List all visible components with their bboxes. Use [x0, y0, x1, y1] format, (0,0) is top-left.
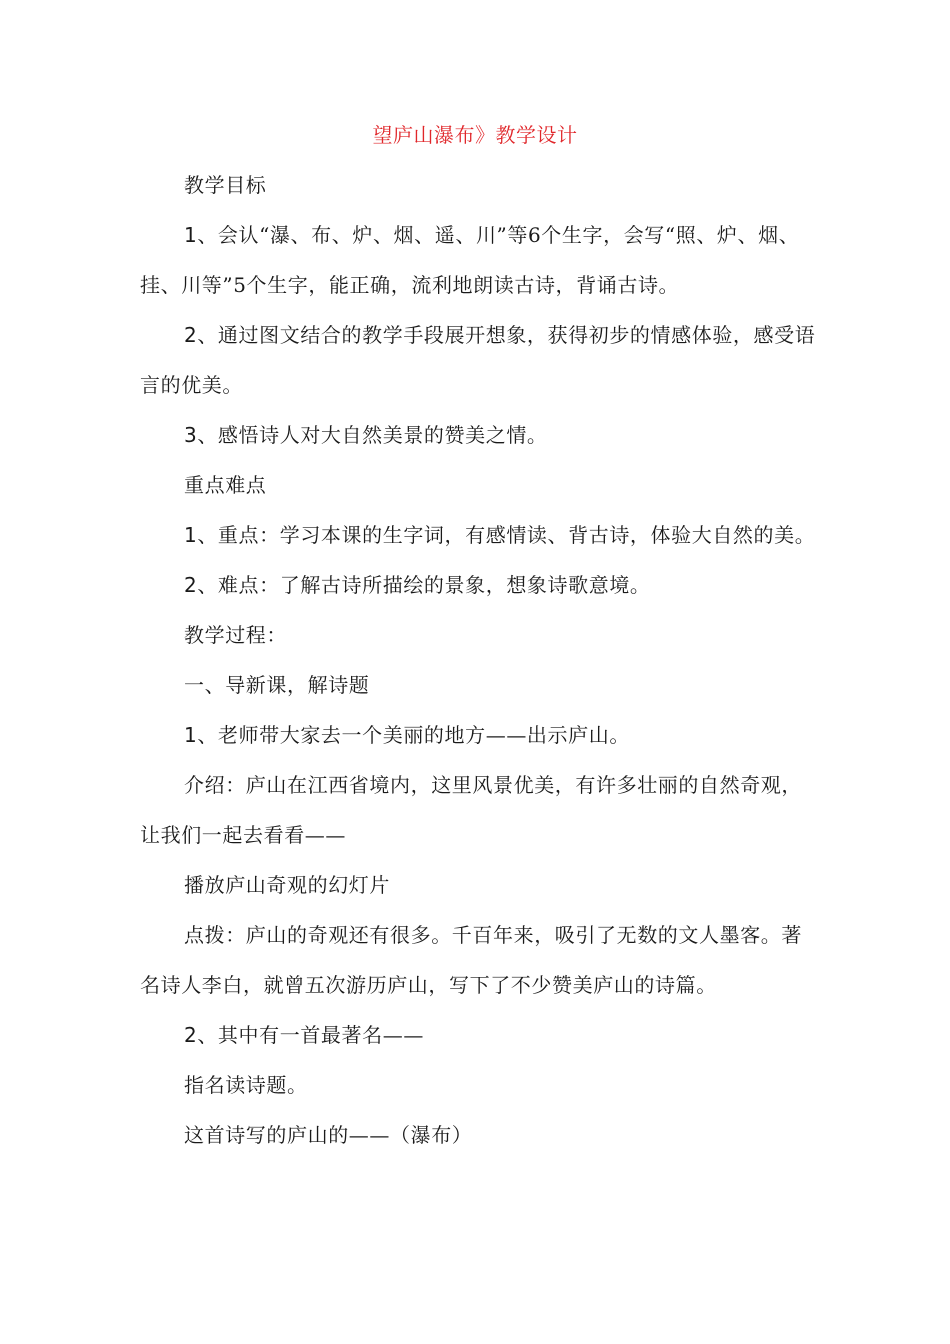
paragraph: [140, 510, 820, 560]
paragraph-number: 2: [184, 573, 198, 597]
paragraph: [140, 760, 820, 860]
paragraph: [140, 1110, 820, 1160]
paragraph: [140, 310, 820, 410]
paragraph: [140, 1060, 820, 1110]
paragraph: [140, 660, 820, 710]
paragraph-text: 一、导新课，解诗题: [184, 673, 370, 697]
paragraph-number: 2: [184, 1023, 198, 1047]
paragraph-text: 重点难点: [184, 473, 267, 497]
paragraph-text: 、老师带大家去一个美丽的地方——出示庐山。: [197, 723, 630, 747]
paragraph-text: 播放庐山奇观的幻灯片: [184, 873, 390, 897]
paragraph-text: 点拨：庐山的奇观还有很多。千百年来，吸引了无数的文人墨客。著名诗人李白，就曾五次游历庐山，写下了不少赞美庐山的诗篇。: [140, 923, 802, 997]
paragraph-text: 、其中有一首最著名——: [197, 1023, 424, 1047]
paragraph-number: 2: [184, 323, 198, 347]
paragraph-text: 、重点：学习本课的生字词，有感情读、背古诗，体验大自然的美。: [197, 523, 816, 547]
paragraph: [140, 210, 820, 310]
paragraph-number: 1: [184, 523, 198, 547]
paragraph-number: 1: [184, 723, 198, 747]
paragraph-text: 、会认“瀑、布、炉、烟、遥、川”等6个生字，会写“照、炉、烟、挂、川等”5个生字，能正确，流利地朗读古诗，背诵古诗。: [140, 223, 800, 297]
paragraph-number: 3: [184, 423, 198, 447]
paragraph-text: 、感悟诗人对大自然美景的赞美之情。: [197, 423, 548, 447]
paragraph-text: 这首诗写的庐山的——（瀑布）: [184, 1123, 473, 1147]
paragraph-text: 教学过程：: [184, 623, 287, 647]
paragraph: [140, 610, 820, 660]
paragraph-text: 、通过图文结合的教学手段展开想象，获得初步的情感体验，感受语言的优美。: [140, 323, 816, 397]
paragraph: [140, 160, 820, 210]
paragraph-text: 指名读诗题。: [184, 1073, 308, 1097]
paragraph-number: 1: [184, 223, 198, 247]
document-body: [140, 160, 820, 1160]
paragraph: [140, 710, 820, 760]
paragraph-text: 、难点：了解古诗所描绘的景象，想象诗歌意境。: [197, 573, 651, 597]
paragraph-text: 介绍：庐山在江西省境内，这里风景优美，有许多壮丽的自然奇观，让我们一起去看看——: [140, 773, 802, 847]
paragraph: [140, 410, 820, 460]
paragraph: [140, 1010, 820, 1060]
paragraph-text: 教学目标: [184, 173, 267, 197]
paragraph: [140, 560, 820, 610]
paragraph: [140, 910, 820, 1010]
paragraph: [140, 860, 820, 910]
document-title: 望庐山瀑布》教学设计: [372, 123, 578, 147]
paragraph: [140, 460, 820, 510]
